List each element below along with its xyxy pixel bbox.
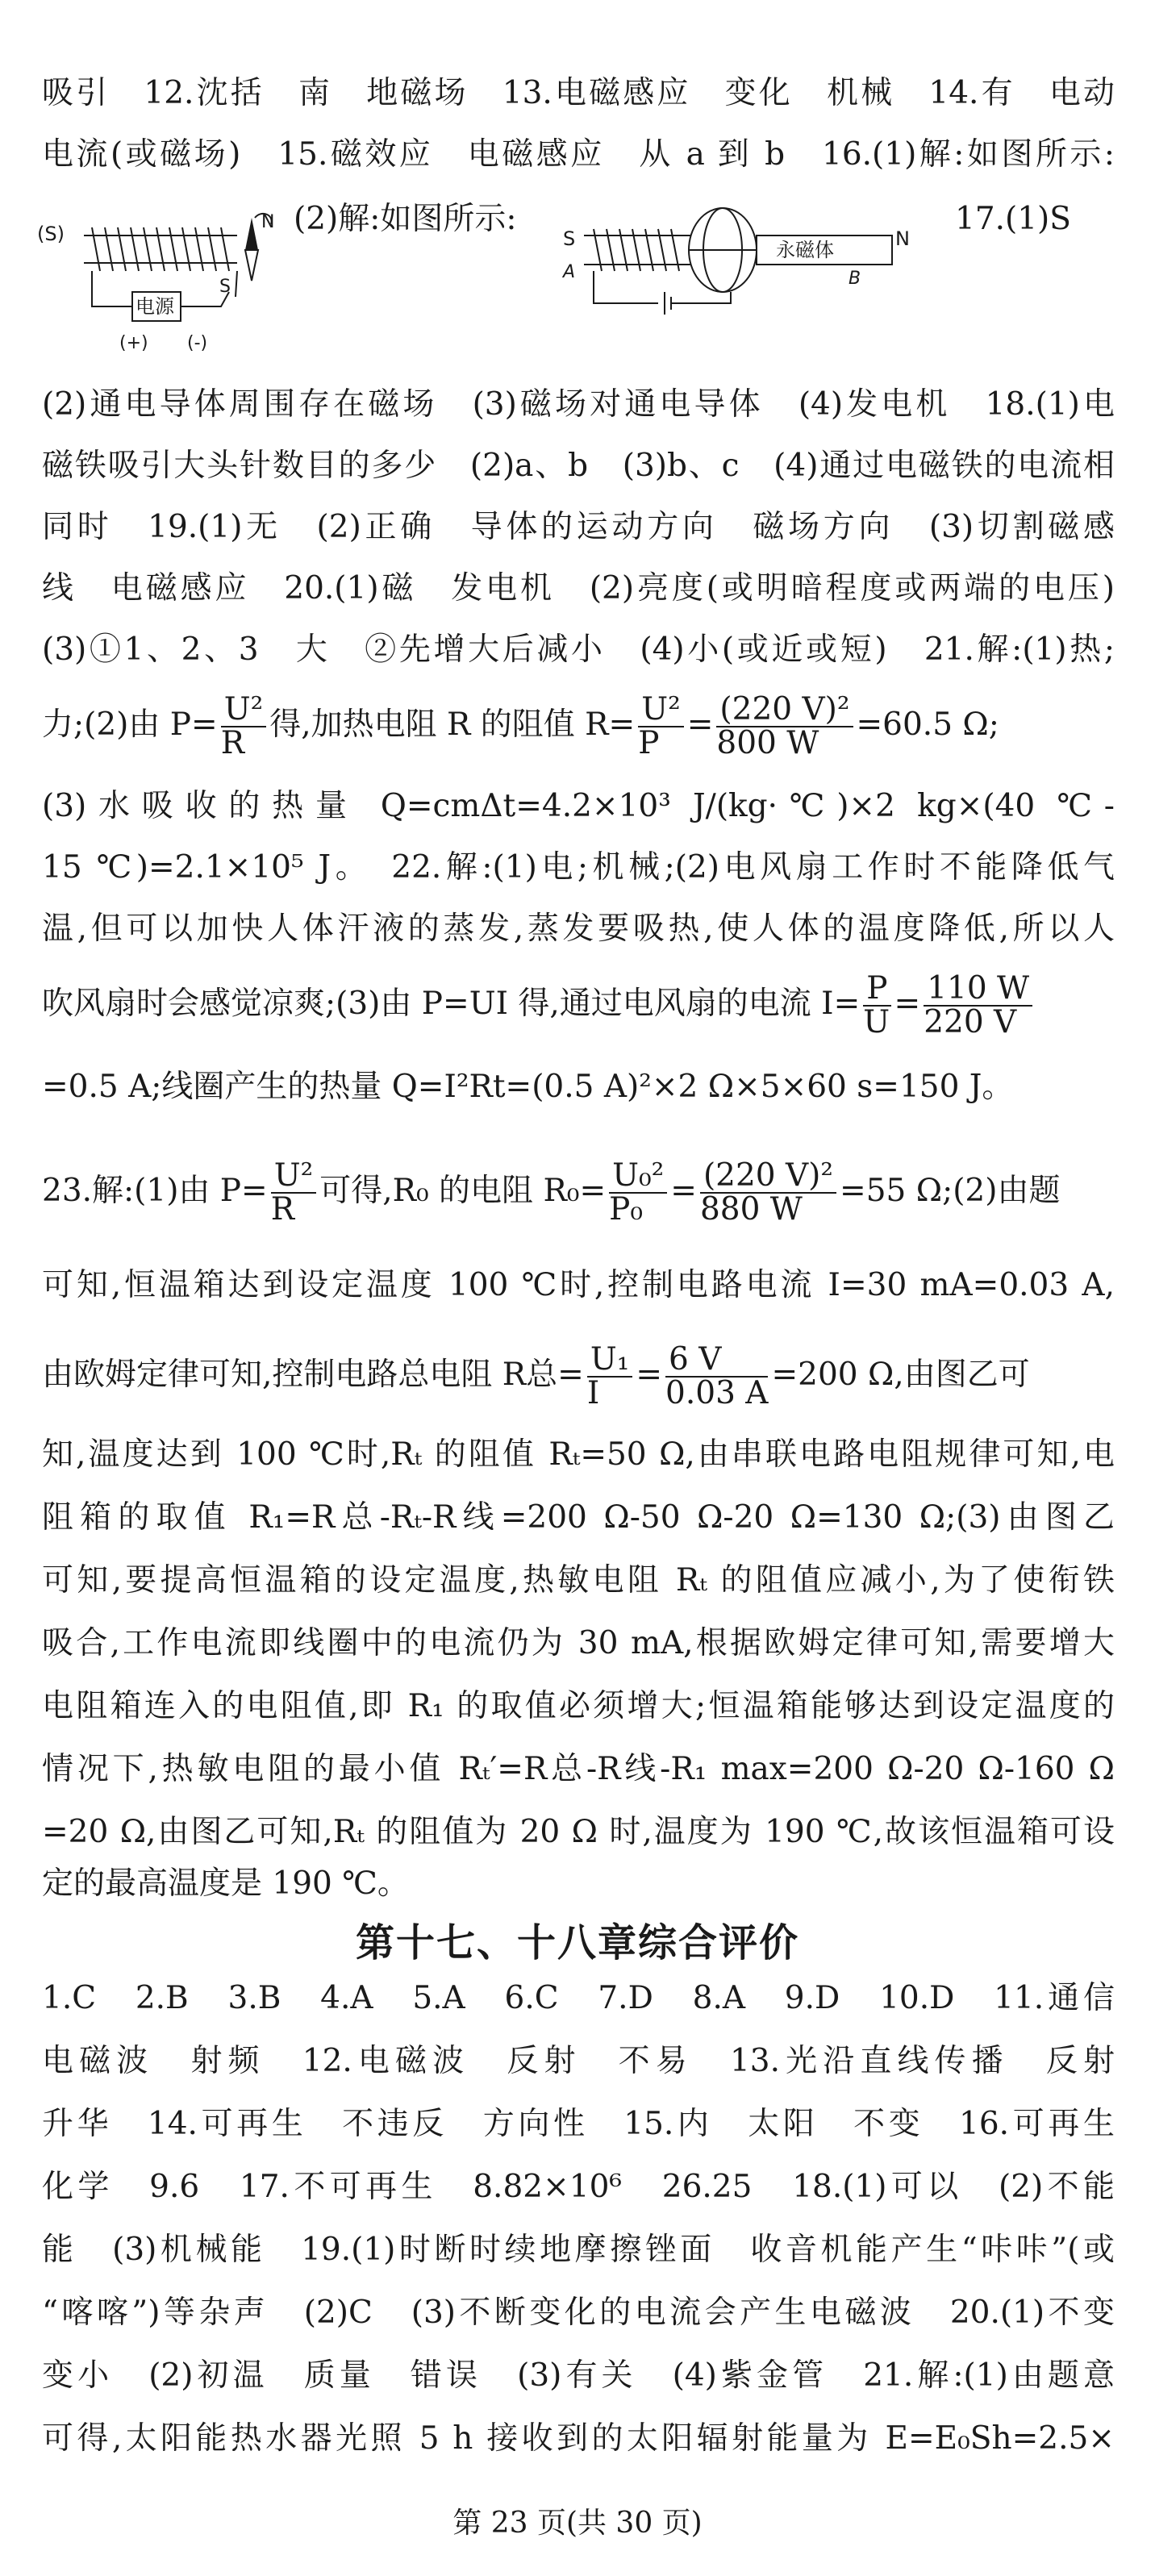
solenoid-magnet-diagram [561,190,908,327]
solenoid-compass-diagram [35,185,277,363]
text-line: 化学 9.6 17.不可再生 8.82×10⁶ 26.25 18.(1)可以 (2)不能 [42,2169,1115,2205]
question-17-start: 17.(1)S [955,201,1071,237]
text-line: (3)①1、2、3 大 ②先增大后减小 (4)小(或近或短) 21.解:(1)热; [42,631,1115,668]
compass-needle-icon [245,218,258,250]
text-line: 可知,恒温箱达到设定温度 100 ℃时,控制电路电流 I=30 mA=0.03 A, [42,1267,1115,1303]
n-end-label: N [895,227,910,250]
text-line: 电阻箱连入的电阻值,即 R₁ 的取值必须增大;恒温箱能够达到设定温度的 [42,1688,1115,1724]
text-line: =20 Ω,由图乙可知,Rₜ 的阻值为 20 Ω 时,温度为 190 ℃,故该恒温箱可设 [42,1814,1115,1850]
text-line: 电流(或磁场) 15.磁效应 电磁感应 从 a 到 b 16.(1)解:如图所示: [42,136,1115,173]
text-line: (3)水吸收的热量 Q=cmΔt=4.2×10³ J/(kg·℃)×2 kg×(40 ℃- [42,788,1115,824]
text-line: 能 (3)机械能 19.(1)时断时续地摩擦锉面 收音机能产生“咔咔”(或 [42,2232,1115,2268]
page-footer: 第 23 页(共 30 页) [452,2507,703,2540]
text-line: =0.5 A;线圈产生的热量 Q=I²Rt=(0.5 A)²×2 Ω×5×60 s=150 J。 [42,1069,1014,1105]
text-line: (2)通电导体周围存在磁场 (3)磁场对通电导体 (4)发电机 18.(1)电 [42,386,1115,423]
text-line: “喀喀”)等杂声 (2)C (3)不断变化的电流会产生电磁波 20.(1)不变 [42,2295,1115,2331]
switch-label: S [219,277,231,297]
text-line: 线 电磁感应 20.(1)磁 发电机 (2)亮度(或明暗程度或两端的电压) [42,570,1115,606]
equation-line: 力;(2)由 P= $\frac{\text{U²}}{R}$ 得,加热电阻 R 的阻值 R= $\frac{\text{U²}}{P}$ = $\frac{\text{(220 V)²}}{800 W}$ =60.5 Ω; [42,691,999,761]
text-line: 可知,要提高恒温箱的设定温度,热敏电阻 Rₜ 的阻值应减小,为了使衔铁 [42,1562,1115,1599]
equation-line: 23.解:(1)由 P= $\frac{\text{U²}}{R}$ 可得,R₀ 的电阻 R₀= $\frac{\text{U₀²}}{\text{P₀}}$ = $\frac{\text{(220 V)²}}{880 W}$ =55 Ω;(2)由题 [42,1157,1061,1228]
text-line: 可得,太阳能热水器光照 5 h 接收到的太阳辐射能量为 E=E₀Sh=2.5× [42,2420,1115,2457]
text-line: 吸引 12.沈括 南 地磁场 13.电磁感应 变化 机械 14.有 电动 [42,75,1115,111]
point-a-label: A [563,262,576,282]
s-end-label: S [563,227,576,250]
minus-terminal-label: (-) [187,333,208,353]
plus-terminal-label: (+) [119,333,148,353]
text-line: 情况下,热敏电阻的最小值 Rₜ′=R总-R线-R₁ max=200 Ω-20 Ω-160 Ω [42,1751,1115,1787]
text-line: 1.C 2.B 3.B 4.A 5.A 6.C 7.D 8.A 9.D 10.D 11.通信 [42,1980,1115,2016]
text-line: 吸合,工作电流即线圈中的电流仍为 30 mA,根据欧姆定律可知,需要增大 [42,1625,1115,1661]
n-pole-label: N [261,212,275,232]
text-line: 磁铁吸引大头针数目的多少 (2)a、b (3)b、c (4)通过电磁铁的电流相 [42,448,1115,484]
power-source-label: 电源 [136,295,174,318]
text-line: 电磁波 射频 12.电磁波 反射 不易 13.光沿直线传播 反射 [42,2043,1115,2079]
text-line: 变小 (2)初温 质量 错误 (3)有关 (4)紫金管 21.解:(1)由题意 [42,2357,1115,2394]
figure-2-caption: (2)解:如图所示: [294,201,517,237]
point-b-label: B [849,269,861,289]
permanent-magnet-label: 永磁体 [776,239,834,261]
text-line: 15 ℃)=2.1×10⁵ J。 22.解:(1)电;机械;(2)电风扇工作时不能降低气 [42,849,1115,886]
s-pole-label: (S) [37,223,65,245]
text-line: 阻箱的取值 R₁=R总-Rₜ-R线=200 Ω-50 Ω-20 Ω=130 Ω;(3)由图乙 [42,1499,1115,1536]
text-line: 同时 19.(1)无 (2)正确 导体的运动方向 磁场方向 (3)切割磁感 [42,509,1115,545]
text-line: 温,但可以加快人体汗液的蒸发,蒸发要吸热,使人体的温度降低,所以人 [42,911,1115,947]
equation-line: 由欧姆定律可知,控制电路总电阻 R总= $\frac{\text{U₁}}{I}$ = $\frac{6 V}{0.03 A}$ =200 Ω,由图乙可 [42,1341,1030,1411]
text-line: 升华 14.可再生 不违反 方向性 15.内 太阳 不变 16.可再生 [42,2106,1115,2142]
section-title: 第十七、十八章综合评价 [355,1920,799,1965]
text-line: 定的最高温度是 190 ℃。 [42,1865,409,1902]
equation-line: 吹风扇时会感觉凉爽;(3)由 P=UI 得,通过电风扇的电流 I= $\frac{P}{U}$ = $\frac{110 W}{220 V}$ [42,968,1115,1040]
text-line: 知,温度达到 100 ℃时,Rₜ 的阻值 Rₜ=50 Ω,由串联电路电阻规律可知,电 [42,1436,1115,1473]
